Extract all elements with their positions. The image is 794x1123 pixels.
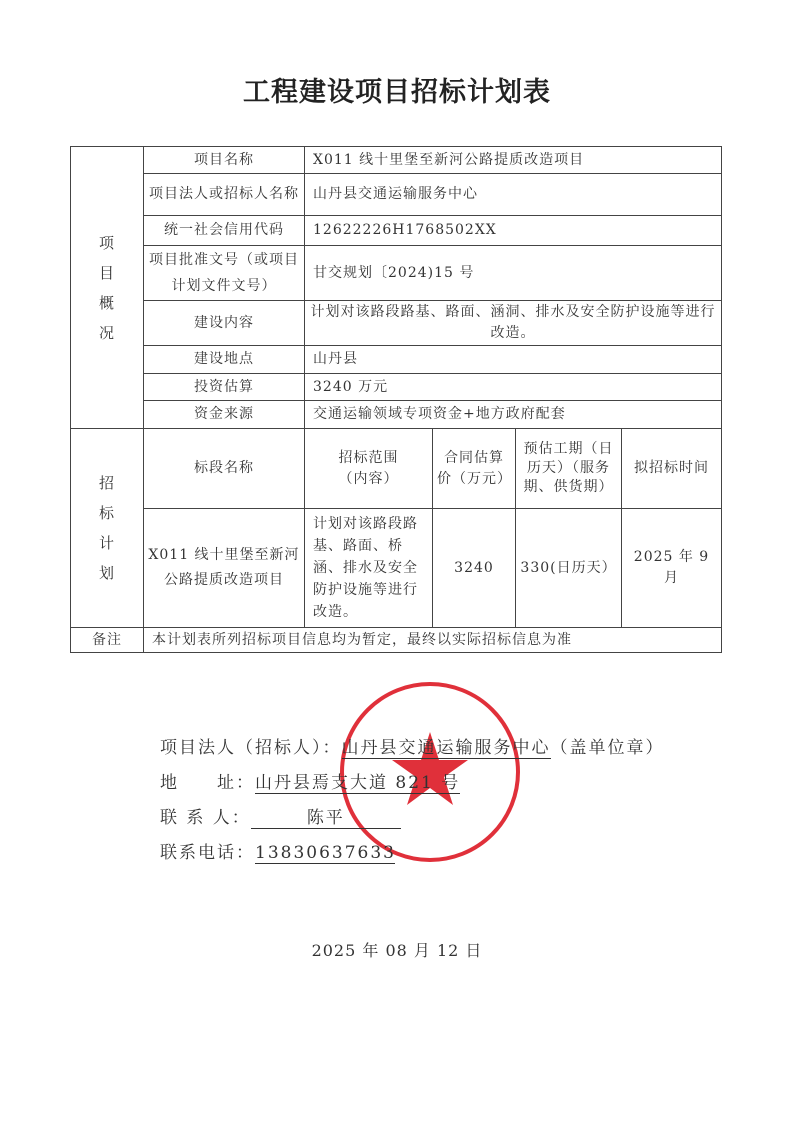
header-bid-time: 拟招标时间 [621,428,722,509]
contact-line: 联 系 人： 陈平 [160,803,401,829]
label-approval-no: 项目批准文号（或项目计划文件文号） [143,245,305,301]
header-duration: 预估工期（日历天）（服务期、供货期） [515,428,622,509]
label-funding: 资金来源 [143,400,305,429]
header-section-name: 标段名称 [143,428,305,509]
header-scope: 招标范围（内容） [304,428,433,509]
label-credit-code: 统一社会信用代码 [143,215,305,246]
value-project-name: X011 线十里堡至新河公路提质改造项目 [304,146,722,174]
header-estimate: 合同估算价（万元） [432,428,516,509]
document-title: 工程建设项目招标计划表 [243,77,551,108]
remark-value: 本计划表所列招标项目信息均为暂定，最终以实际招标信息为准 [143,627,722,653]
value-investment: 3240 万元 [304,373,722,401]
label-location: 建设地点 [143,345,305,374]
value-credit-code: 12622226H1768502XX [304,215,722,246]
value-funding: 交通运输领域专项资金+地方政府配套 [304,400,722,429]
cell-estimate: 3240 [432,508,516,628]
value-location: 山丹县 [304,345,722,374]
cell-section-name: X011 线十里堡至新河公路提质改造项目 [143,508,305,628]
address-line: 地 址：山丹县焉支大道 821 号 [160,773,461,793]
cell-bid-time: 2025 年 9 月 [621,508,722,628]
value-owner: 山丹县交通运输服务中心 [304,173,722,216]
overview-section-label: 项目概况 [70,146,144,429]
phone-value: 13830637633 [255,843,396,863]
document-date: 2025 年 08 月 12 日 [311,941,483,960]
owner-line: 项目法人（招标人）：山丹县交通运输服务中心（盖单位章） [160,738,665,758]
label-owner: 项目法人或招标人名称 [143,173,305,216]
address-value: 山丹县焉支大道 821 号 [255,773,461,793]
plan-section-label: 招标计划 [70,428,144,628]
label-investment: 投资估算 [143,373,305,401]
phone-line: 联系电话：13830637633 [160,843,396,863]
cell-scope: 计划对该路段路基、路面、桥涵、排水及安全防护设施等进行改造。 [304,508,433,628]
label-content: 建设内容 [143,300,305,346]
value-content: 计划对该路段路基、路面、涵洞、排水及安全防护设施等进行改造。 [304,300,722,346]
cell-duration: 330(日历天） [515,508,622,628]
owner-value: 山丹县交通运输服务中心 [341,738,551,758]
label-project-name: 项目名称 [143,146,305,174]
remark-label: 备注 [70,627,144,653]
contact-value: 陈平 [251,808,401,829]
value-approval-no: 甘交规划〔2024)15 号 [304,245,722,301]
